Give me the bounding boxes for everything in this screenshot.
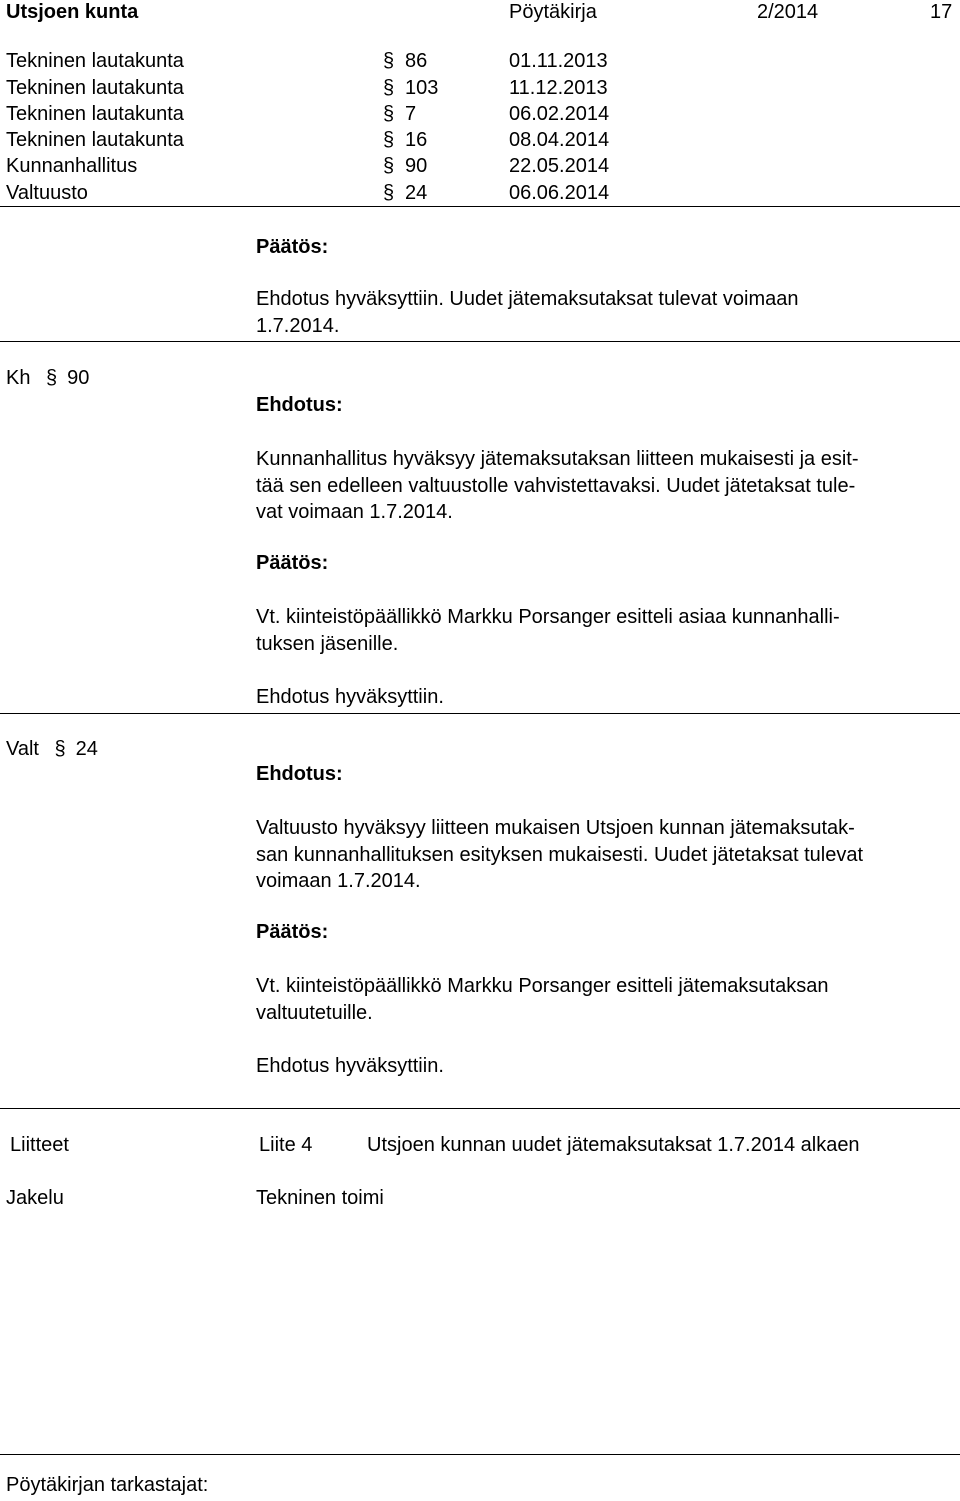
section-reference bbox=[6, 365, 89, 391]
divider-line bbox=[0, 713, 960, 714]
history-date: 06.02.2014 bbox=[509, 103, 610, 125]
decision-result: Ehdotus hyväksyttiin. bbox=[256, 1055, 444, 1077]
history-date: 11.12.2013 bbox=[509, 77, 608, 99]
divider-line bbox=[0, 1454, 960, 1455]
attachment-id: Liite 4 bbox=[259, 1134, 313, 1156]
proposal-text bbox=[256, 446, 956, 526]
text-line: 1.7.2014. bbox=[256, 314, 340, 337]
attachment-title: Utsjoen kunnan uudet jätemaksutaksat 1.7.2014 alkaen bbox=[367, 1134, 860, 1156]
history-body: Tekninen lautakunta bbox=[6, 50, 184, 72]
section-ref-prefix: Kh bbox=[6, 367, 31, 389]
document-type: Pöytäkirja bbox=[509, 1, 597, 23]
history-date: 08.04.2014 bbox=[509, 129, 610, 151]
section-ref-prefix: Valt bbox=[6, 738, 39, 760]
history-body: Kunnanhallitus bbox=[6, 155, 138, 177]
decision-text bbox=[256, 286, 956, 339]
history-body: Tekninen lautakunta bbox=[6, 77, 184, 99]
history-section: 16 bbox=[405, 129, 428, 151]
organization-name: Utsjoen kunta bbox=[6, 1, 139, 23]
section-reference bbox=[6, 736, 98, 762]
section-sign: § bbox=[46, 367, 58, 389]
decision-text bbox=[256, 604, 956, 657]
page-number: 17 bbox=[930, 1, 953, 23]
distribution-value: Tekninen toimi bbox=[256, 1187, 384, 1209]
decision-label: Päätös: bbox=[256, 236, 329, 258]
text-line: valtuutetuille. bbox=[256, 1001, 373, 1024]
text-line: Kunnanhallitus hyväksyy jätemaksutaksan liitteen mukaisesti ja esit- bbox=[256, 448, 859, 470]
distribution-label: Jakelu bbox=[6, 1187, 64, 1209]
decision-result: Ehdotus hyväksyttiin. bbox=[256, 686, 444, 708]
history-date: 06.06.2014 bbox=[509, 182, 610, 204]
decision-text bbox=[256, 973, 956, 1026]
proposal-label: Ehdotus: bbox=[256, 763, 343, 785]
history-section: 90 bbox=[405, 155, 428, 177]
section-ref-number: 24 bbox=[75, 738, 98, 760]
section-sign: § bbox=[383, 129, 395, 151]
section-sign: § bbox=[383, 77, 395, 99]
history-section: 24 bbox=[405, 182, 428, 204]
text-line: Ehdotus hyväksyttiin. Uudet jätemaksutaksat tulevat voimaan bbox=[256, 288, 799, 310]
text-line: Vt. kiinteistöpäällikkö Markku Porsanger esitteli jätemaksutaksan bbox=[256, 975, 829, 997]
document-number: 2/2014 bbox=[757, 1, 819, 23]
section-sign: § bbox=[383, 182, 395, 204]
text-line: Valtuusto hyväksyy liitteen mukaisen Utsjoen kunnan jätemaksutak- bbox=[256, 817, 855, 839]
text-line: tuksen jäsenille. bbox=[256, 632, 399, 655]
divider-line bbox=[0, 1108, 960, 1109]
decision-label: Päätös: bbox=[256, 921, 329, 943]
section-sign: § bbox=[54, 738, 66, 760]
history-body: Tekninen lautakunta bbox=[6, 129, 184, 151]
history-section: 103 bbox=[405, 77, 439, 99]
history-body: Tekninen lautakunta bbox=[6, 103, 184, 125]
section-ref-number: 90 bbox=[67, 367, 90, 389]
text-line: tää sen edelleen valtuustolle vahvistettavaksi. Uudet jätetaksat tule- bbox=[256, 474, 856, 497]
proposal-label: Ehdotus: bbox=[256, 394, 343, 416]
section-sign: § bbox=[383, 103, 395, 125]
history-section: 86 bbox=[405, 50, 428, 72]
decision-label: Päätös: bbox=[256, 552, 329, 574]
section-sign: § bbox=[383, 50, 395, 72]
text-line: voimaan 1.7.2014. bbox=[256, 870, 421, 892]
text-line: Vt. kiinteistöpäällikkö Markku Porsanger esitteli asiaa kunnanhalli- bbox=[256, 606, 840, 628]
history-date: 01.11.2013 bbox=[509, 50, 608, 72]
divider-line bbox=[0, 206, 960, 207]
text-line: san kunnanhallituksen esityksen mukaisesti. Uudet jätetaksat tulevat bbox=[256, 843, 864, 866]
proposal-text bbox=[256, 815, 956, 895]
attachments-label: Liitteet bbox=[10, 1134, 69, 1156]
history-date: 22.05.2014 bbox=[509, 155, 610, 177]
reviewers-label: Pöytäkirjan tarkastajat: bbox=[6, 1474, 209, 1496]
history-body: Valtuusto bbox=[6, 182, 88, 204]
text-line: vat voimaan 1.7.2014. bbox=[256, 501, 453, 523]
divider-line bbox=[0, 341, 960, 342]
history-section: 7 bbox=[405, 103, 417, 125]
section-sign: § bbox=[383, 155, 395, 177]
